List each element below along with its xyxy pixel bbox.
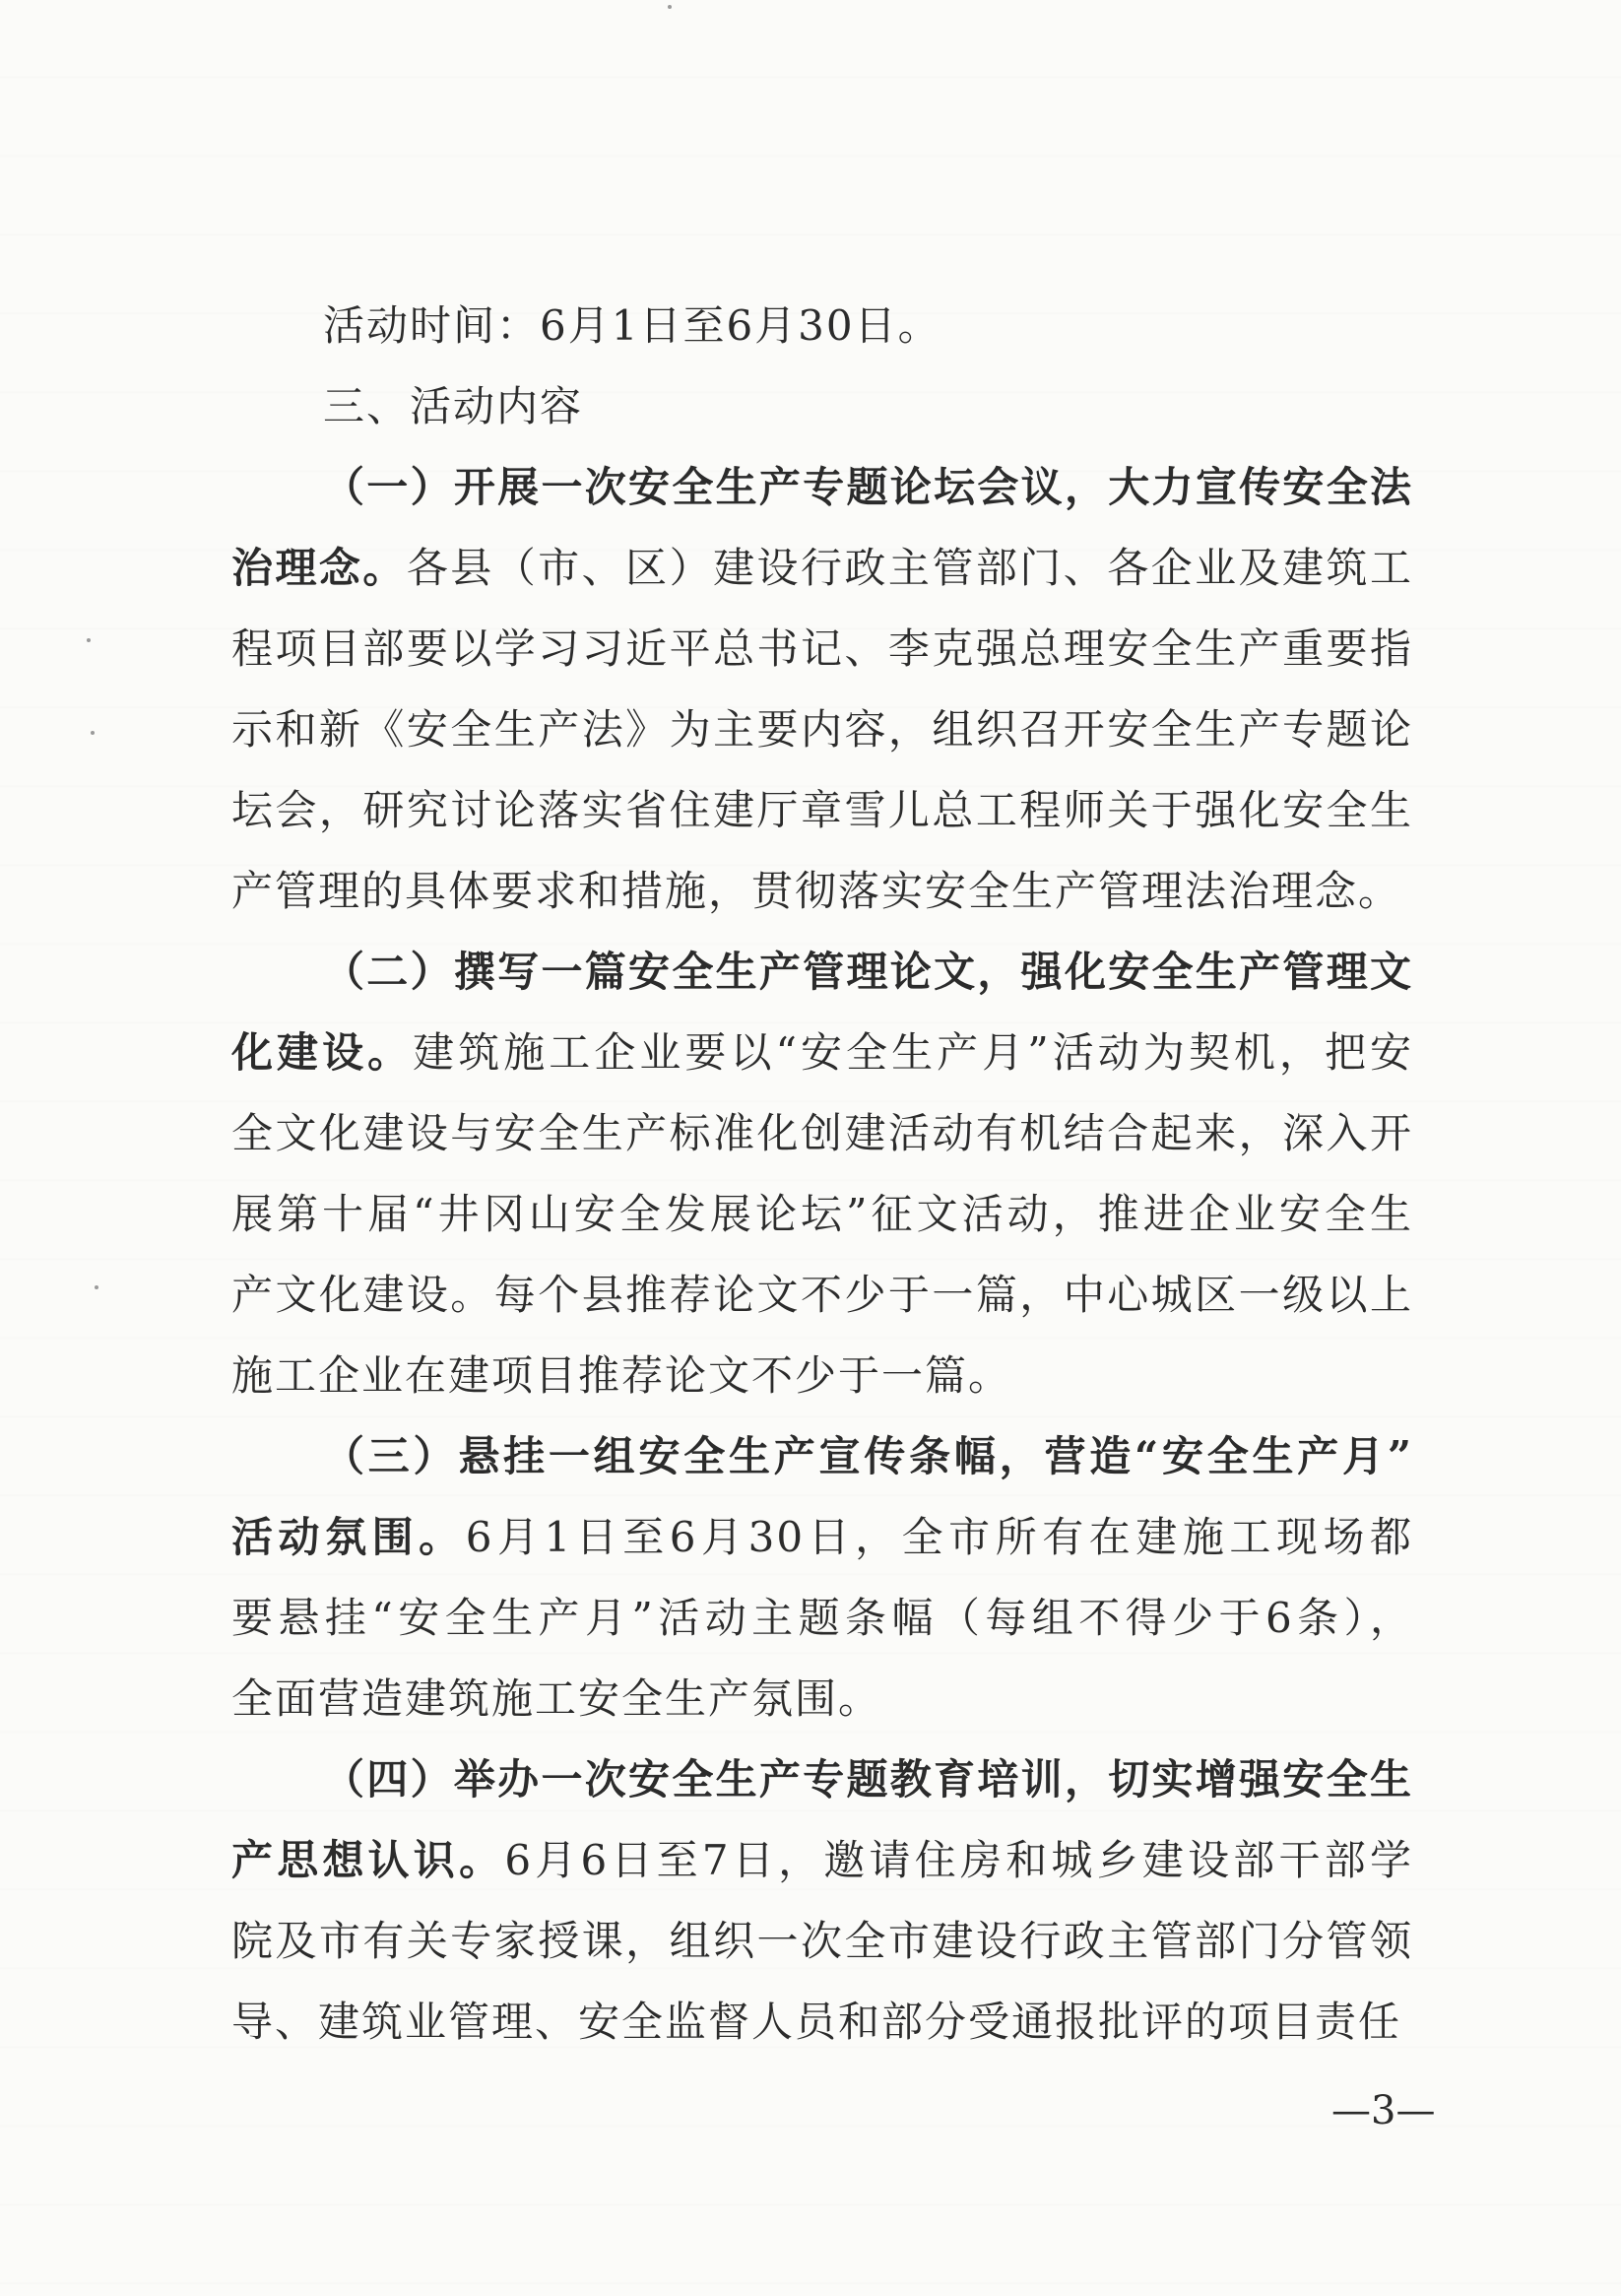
body-text: 建筑施工企业要以“安全生产月”活动为契机，把安	[413, 1028, 1413, 1077]
text-line	[231, 286, 1413, 366]
document-body	[231, 286, 1413, 2063]
text-line	[231, 851, 1413, 932]
text-line	[231, 1416, 1413, 1497]
heading-text: （二）撰写一篇安全生产管理论文，强化安全生产管理文	[323, 948, 1413, 996]
scan-speck	[87, 638, 91, 642]
text-line	[231, 1659, 1413, 1739]
text-line	[231, 447, 1413, 528]
body-text: 活动时间：6月1日至6月30日。	[323, 301, 941, 350]
page-number: —3—	[1331, 2088, 1436, 2133]
text-line	[231, 1255, 1413, 1336]
text-line	[231, 932, 1413, 1013]
body-text: 示和新《安全生产法》为主要内容，组织召开安全生产专题论	[231, 705, 1413, 754]
text-line	[231, 1497, 1413, 1578]
body-text: 施工企业在建项目推荐论文不少于一篇。	[231, 1351, 1012, 1400]
heading-text: （四）举办一次安全生产专题教育培训，切实增强安全生	[323, 1755, 1413, 1804]
text-line	[231, 1901, 1413, 1982]
scan-speck	[668, 5, 672, 9]
body-text: 6月1日至6月30日，全市所有在建施工现场都	[465, 1513, 1413, 1561]
text-line	[231, 366, 1413, 447]
text-line	[231, 1739, 1413, 1820]
text-line	[231, 528, 1413, 609]
scan-speck	[91, 731, 95, 735]
body-text: 全文化建设与安全生产标准化创建活动有机结合起来，深入开	[231, 1109, 1413, 1157]
body-text: 全面营造建筑施工安全生产氛围。	[231, 1674, 882, 1723]
text-line	[231, 1093, 1413, 1174]
body-text: 要悬挂“安全生产月”活动主题条幅（每组不得少于6条），	[231, 1594, 1413, 1642]
text-line	[231, 1174, 1413, 1255]
heading-text: （一）开展一次安全生产专题论坛会议，大力宣传安全法	[323, 463, 1413, 511]
body-text: 坛会，研究讨论落实省住建厅章雪儿总工程师关于强化安全生	[231, 786, 1413, 834]
heading-text: 治理念。	[231, 544, 407, 592]
text-line	[231, 1336, 1413, 1416]
body-text: 程项目部要以学习习近平总书记、李克强总理安全生产重要指	[231, 624, 1413, 673]
heading-text: 产思想认识。	[231, 1836, 505, 1884]
body-text: 三、活动内容	[323, 382, 584, 430]
scan-speck	[95, 1285, 98, 1289]
heading-text: 活动氛围。	[231, 1513, 466, 1561]
text-line	[231, 689, 1413, 770]
body-text: 产文化建设。每个县推荐论文不少于一篇，中心城区一级以上	[231, 1271, 1413, 1319]
text-line	[231, 770, 1413, 851]
heading-text: 化建设。	[231, 1028, 414, 1077]
body-text: 6月6日至7日，邀请住房和城乡建设部干部学	[504, 1836, 1413, 1884]
body-text: 院及市有关专家授课，组织一次全市建设行政主管部门分管领	[231, 1917, 1413, 1965]
heading-text: （三）悬挂一组安全生产宣传条幅，营造“安全生产月”	[323, 1432, 1413, 1480]
body-text: 导、建筑业管理、安全监督人员和部分受通报批评的项目责任	[231, 1998, 1402, 2046]
text-line	[231, 1982, 1413, 2063]
body-text: 产管理的具体要求和措施，贯彻落实安全生产管理法治理念。	[231, 867, 1402, 915]
text-line	[231, 1820, 1413, 1901]
text-line	[231, 1578, 1413, 1659]
text-line	[231, 609, 1413, 689]
body-text: 展第十届“井冈山安全发展论坛”征文活动，推进企业安全生	[231, 1190, 1413, 1238]
text-line	[231, 1013, 1413, 1093]
body-text: 各县（市、区）建设行政主管部门、各企业及建筑工	[406, 544, 1413, 592]
